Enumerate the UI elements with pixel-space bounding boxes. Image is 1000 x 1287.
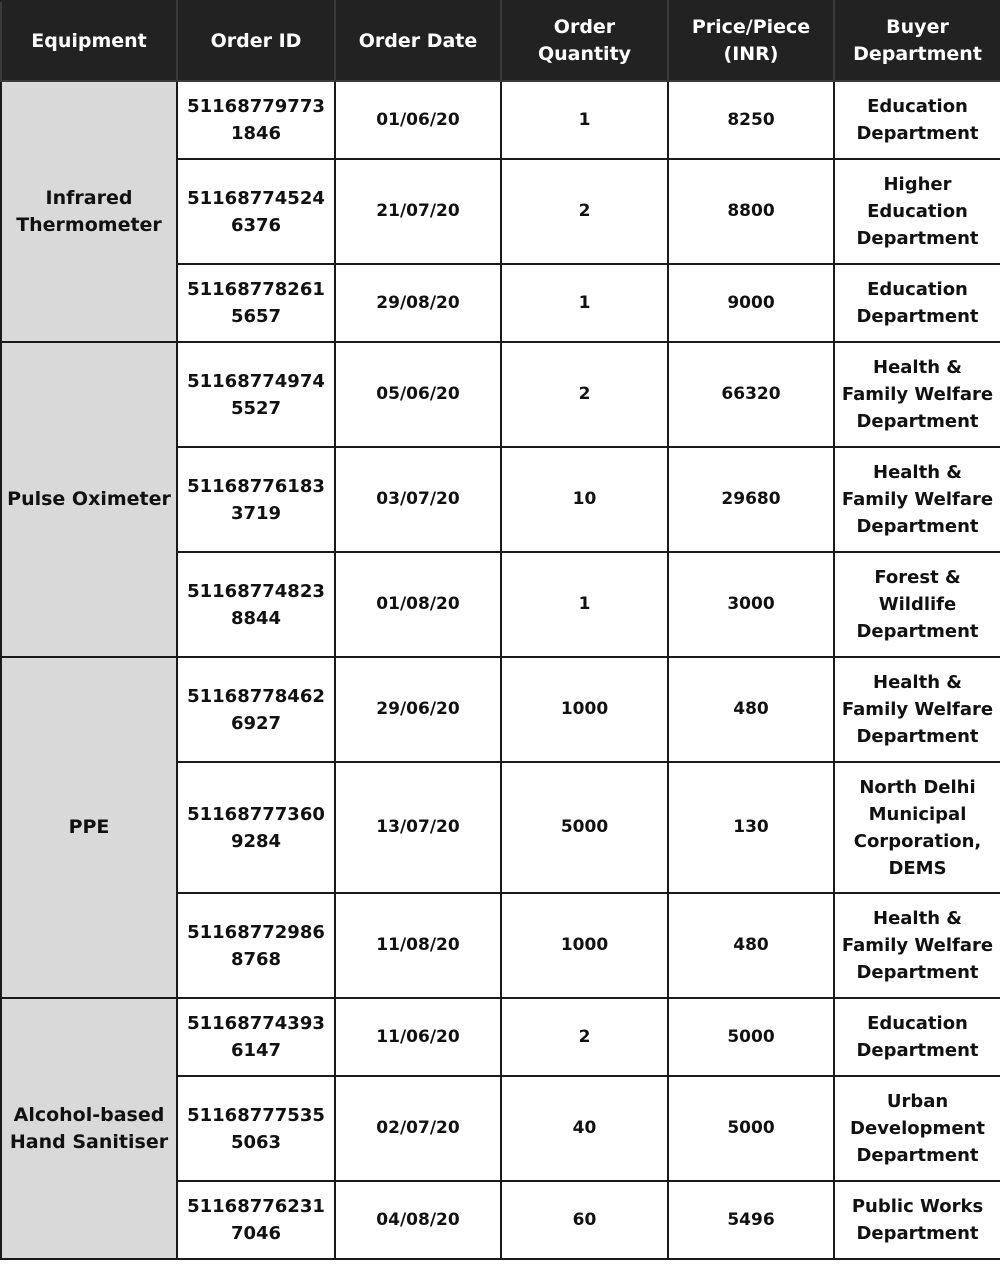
price-cell: 5000 xyxy=(668,998,834,1076)
buyer-cell: Education Department xyxy=(834,998,1000,1076)
header-order-quantity: Order Quantity xyxy=(501,1,668,81)
order-date-cell: 29/06/20 xyxy=(335,657,501,762)
order-id-cell: 511687762317046 xyxy=(177,1181,335,1259)
order-id-cell: 511687797731846 xyxy=(177,81,335,159)
quantity-cell: 1 xyxy=(501,552,668,657)
equipment-cell: Infrared Thermometer xyxy=(1,81,177,342)
header-buyer-department: Buyer Department xyxy=(834,1,1000,81)
quantity-cell: 2 xyxy=(501,342,668,447)
order-id-cell: 511687784626927 xyxy=(177,657,335,762)
buyer-cell: Health & Family Welfare Department xyxy=(834,447,1000,552)
order-id-cell: 511687748238844 xyxy=(177,552,335,657)
order-date-cell: 01/08/20 xyxy=(335,552,501,657)
table-row xyxy=(1,342,1000,447)
quantity-cell: 10 xyxy=(501,447,668,552)
price-cell: 5496 xyxy=(668,1181,834,1259)
quantity-cell: 2 xyxy=(501,998,668,1076)
buyer-cell: Forest & Wildlife Department xyxy=(834,552,1000,657)
order-date-cell: 29/08/20 xyxy=(335,264,501,342)
price-cell: 8250 xyxy=(668,81,834,159)
quantity-cell: 60 xyxy=(501,1181,668,1259)
price-cell: 9000 xyxy=(668,264,834,342)
price-cell: 29680 xyxy=(668,447,834,552)
buyer-cell: Urban Development Department xyxy=(834,1076,1000,1181)
price-cell: 8800 xyxy=(668,159,834,264)
quantity-cell: 5000 xyxy=(501,762,668,893)
order-date-cell: 21/07/20 xyxy=(335,159,501,264)
table-row xyxy=(1,998,1000,1076)
quantity-cell: 2 xyxy=(501,159,668,264)
order-date-cell: 03/07/20 xyxy=(335,447,501,552)
order-id-cell: 511687745246376 xyxy=(177,159,335,264)
buyer-cell: Public Works Department xyxy=(834,1181,1000,1259)
order-date-cell: 11/06/20 xyxy=(335,998,501,1076)
order-date-cell: 04/08/20 xyxy=(335,1181,501,1259)
equipment-cell: PPE xyxy=(1,657,177,998)
header-order-id: Order ID xyxy=(177,1,335,81)
buyer-cell: Higher Education Department xyxy=(834,159,1000,264)
buyer-cell: Health & Family Welfare Department xyxy=(834,657,1000,762)
order-date-cell: 11/08/20 xyxy=(335,893,501,998)
order-id-cell: 511687773609284 xyxy=(177,762,335,893)
buyer-cell: Education Department xyxy=(834,81,1000,159)
table-row xyxy=(1,81,1000,159)
price-cell: 130 xyxy=(668,762,834,893)
price-cell: 480 xyxy=(668,893,834,998)
table-row xyxy=(1,657,1000,762)
order-date-cell: 01/06/20 xyxy=(335,81,501,159)
order-id-cell: 511687775355063 xyxy=(177,1076,335,1181)
buyer-cell: Education Department xyxy=(834,264,1000,342)
price-cell: 66320 xyxy=(668,342,834,447)
order-id-cell: 511687743936147 xyxy=(177,998,335,1076)
buyer-cell: Health & Family Welfare Department xyxy=(834,893,1000,998)
header-row xyxy=(1,1,1000,81)
header-equipment: Equipment xyxy=(1,1,177,81)
quantity-cell: 1 xyxy=(501,81,668,159)
price-cell: 5000 xyxy=(668,1076,834,1181)
order-id-cell: 511687729868768 xyxy=(177,893,335,998)
buyer-cell: North Delhi Municipal Corporation, DEMS xyxy=(834,762,1000,893)
equipment-cell: Pulse Oximeter xyxy=(1,342,177,657)
header-price-per-piece: Price/Piece (INR) xyxy=(668,1,834,81)
quantity-cell: 1 xyxy=(501,264,668,342)
header-order-date: Order Date xyxy=(335,1,501,81)
order-date-cell: 13/07/20 xyxy=(335,762,501,893)
equipment-cell: Alcohol-based Hand Sanitiser xyxy=(1,998,177,1259)
quantity-cell: 40 xyxy=(501,1076,668,1181)
buyer-cell: Health & Family Welfare Department xyxy=(834,342,1000,447)
price-cell: 480 xyxy=(668,657,834,762)
order-date-cell: 02/07/20 xyxy=(335,1076,501,1181)
quantity-cell: 1000 xyxy=(501,657,668,762)
order-id-cell: 511687761833719 xyxy=(177,447,335,552)
quantity-cell: 1000 xyxy=(501,893,668,998)
order-id-cell: 511687782615657 xyxy=(177,264,335,342)
order-id-cell: 511687749745527 xyxy=(177,342,335,447)
price-cell: 3000 xyxy=(668,552,834,657)
order-date-cell: 05/06/20 xyxy=(335,342,501,447)
